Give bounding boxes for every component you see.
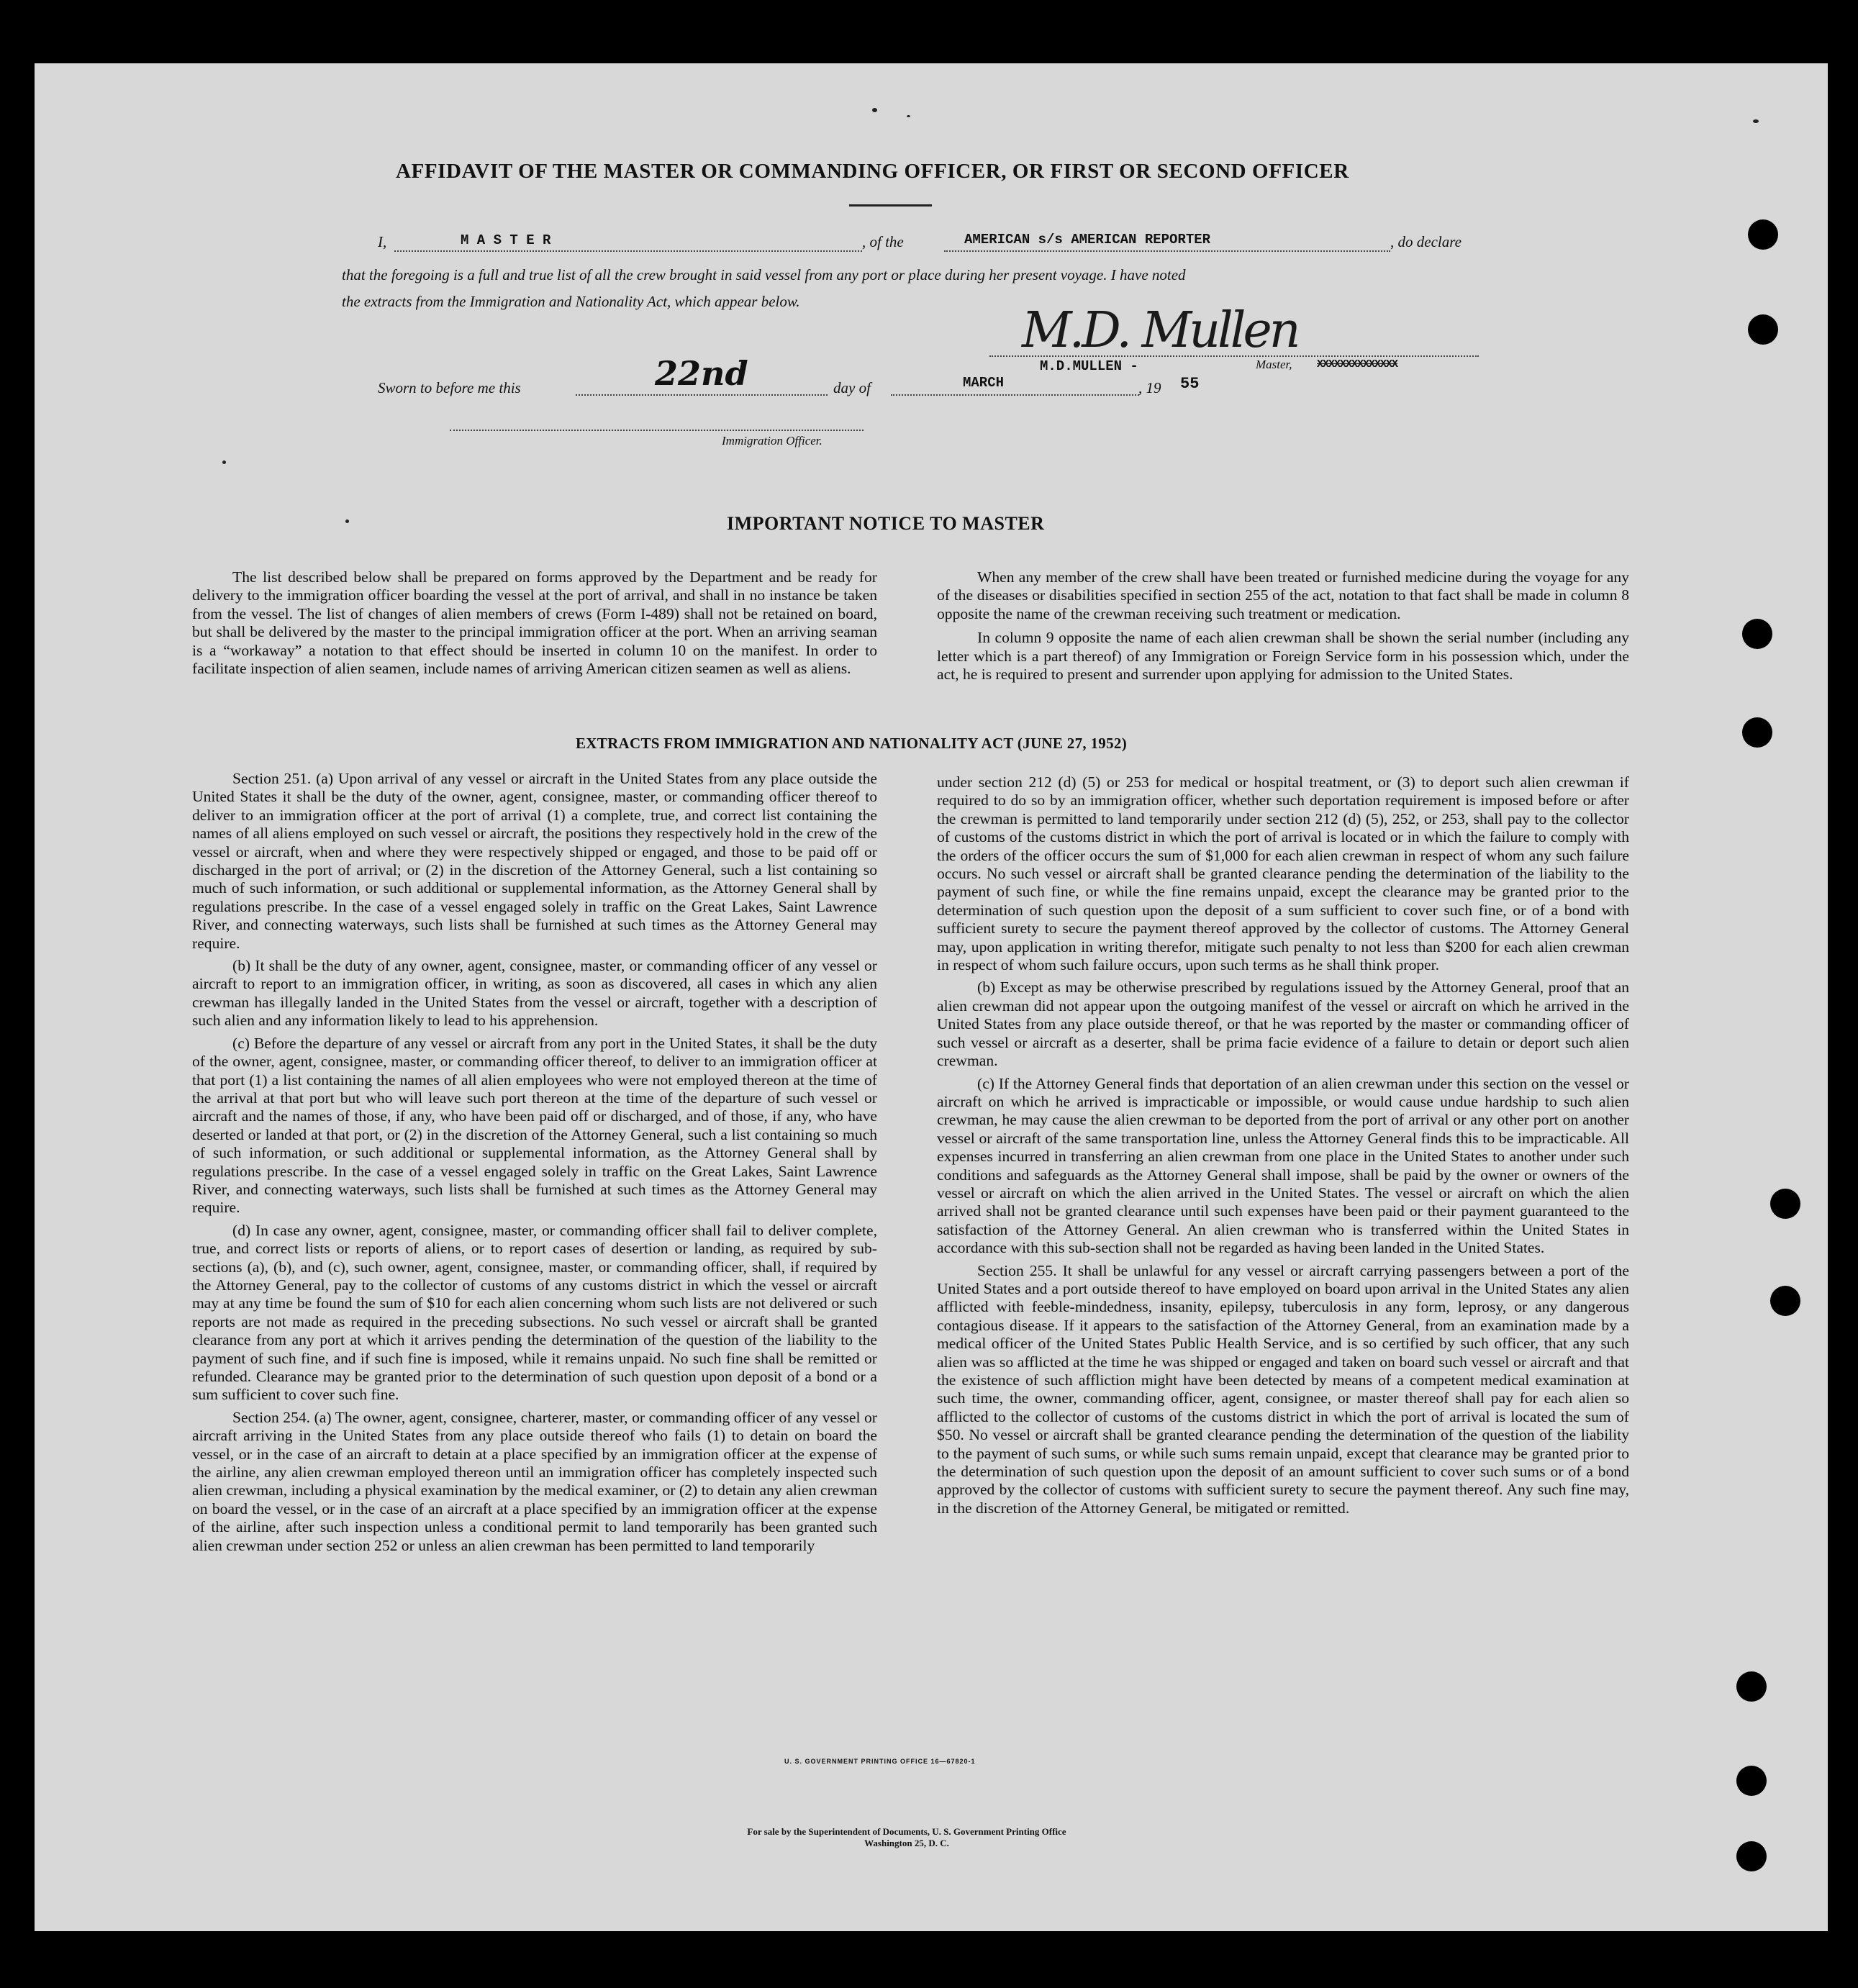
binder-hole: [1736, 1671, 1767, 1702]
signer-typed-name: M.D.MULLEN -: [1040, 358, 1138, 374]
extract-paragraph: under section 212 (d) (5) or 253 for medical or hospital treatment, or (3) to deport such alien crewman if required to do so by an immigration officer, whether such deportation requirement is imposed before or after the crewman is permitted to land temporarily under section 212 (d) (5), 252, or 253, shall pay to the collector of customs of the customs district in which the port of arrival is located or in which the failure to comply with the orders of the officer occurs the sum of $1,000 for each alien crewman in respect of whom any such failure occurs. No such vessel or aircraft shall be granted clearance pending the determination of the liability to the payment of such fine, or while the fine remains unpaid, except the clearance may be granted prior to the determination of such question upon the deposit of a sum sufficient to cover such fine, or of a bond with sufficient surety to secure the payment thereof approved by the collector of customs. The Attorney General may, upon application in writing therefor, mitigate such penalty to not less than $200 for each alien crewman in respect of whom such failure occurs, upon such terms as he shall think proper.: [937, 773, 1629, 974]
of-the-label: , of the: [862, 233, 904, 250]
day-field-line: [576, 394, 828, 396]
month-field-line: [891, 394, 1139, 396]
master-label: Master,: [1256, 358, 1292, 371]
year-prefix: , 19: [1138, 379, 1161, 396]
sale-line-1: For sale by the Superintendent of Documents, U. S. Government Printing Office: [747, 1826, 1066, 1837]
immigration-officer-label: Immigration Officer.: [722, 434, 822, 448]
extract-paragraph: (c) If the Attorney General finds that deportation of an alien crewman under this section on the vessel or aircraft on which he arrived is impracticable or impossible, or would cause undue hardship to such alien crewman, he may cause the alien crewman to be deported from the port of arrival or any other port on another vessel or aircraft of the same transportation line, unless the Attorney General finds this to be impracticable. All expenses incurred in transferring an alien crewman from one place in the United States to another under such conditions and safeguards as the Attorney General shall impose, shall be paid by the owner or owners of the vessel or aircraft on which the alien arrived in the United States. The vessel or aircraft on which the alien arrived shall not be granted clearance until such expenses have been paid or their payment guaranteed to the satisfaction of the Attorney General. An alien crewman who is transferred within the United States in accordance with this sub-section shall not be regarded as having been landed in the United States.: [937, 1074, 1629, 1257]
notice-paragraph: The list described below shall be prepared on forms approved by the Department and be ready for delivery to the immigration officer boarding the vessel at the port of arrival, and shall in no instance be taken from the vessel. The list of changes of alien members of crews (Form I-489) shall not be retained on board, but shall be delivered by the master to the principal immigration officer at the port. When an arriving seaman is a “workaway” a notation to that effect should be inserted in column 10 on the manifest. In order to facilitate inspection of alien seamen, include names of arriving American citizen seamen as well as aliens.: [192, 568, 877, 678]
day-value: 22nd: [655, 354, 748, 393]
speck: [222, 460, 226, 464]
binder-hole: [1736, 1766, 1767, 1796]
sale-line-2: Washington 25, D. C.: [864, 1838, 949, 1848]
do-declare-label: , do declare: [1390, 233, 1462, 250]
speck: [345, 519, 349, 523]
gpo-imprint: U. S. GOVERNMENT PRINTING OFFICE 16—67820-1: [784, 1758, 976, 1765]
affidavit-title: AFFIDAVIT OF THE MASTER OR COMMANDING OFFICER, OR FIRST OR SECOND OFFICER: [396, 160, 1349, 183]
speck: [1753, 119, 1759, 123]
vessel-field-line: [944, 250, 1390, 252]
extracts-left-column: [192, 770, 877, 1559]
extract-paragraph: (c) Before the departure of any vessel or aircraft from any port in the United States, it shall be the duty of the owner, agent, consignee, master, or commanding officer thereof, to deliver to an immigration officer at that port (1) a list containing the names of all alien employees who were not employed thereon at the time of the arrival at that port but who will leave such port thereon at the time of the departure of such vessel or aircraft and the names of those, if any, who have been paid off or discharged, and of those, if any, who have deserted or landed at that port, or (2) in the discretion of the Attorney General, such a list containing so much of such information, or such additional or supplemental information, as the Attorney General shall by regulations prescribe. In the case of a vessel engaged solely in traffic on the Great Lakes, Saint Lawrence River, and connecting waterways, such lists shall be furnished at such times as the Attorney General may require.: [192, 1034, 877, 1217]
declaration-line-1: that the foregoing is a full and true list of all the crew brought in said vessel from any port or place during her present voyage. I have noted: [342, 266, 1186, 283]
extract-paragraph: (b) It shall be the duty of any owner, agent, consignee, master, or commanding officer of any vessel or aircraft to report to an immigration officer, in writing, as soon as discovered, all cases in which any alien crewman has illegally landed in the United States from the vessel or aircraft, together with a description of such alien and any information likely to lead to his apprehension.: [192, 957, 877, 1030]
extract-paragraph: Section 255. It shall be unlawful for any vessel or aircraft carrying passengers between a port of the United States and a port outside thereof to have employed on board upon arrival in the United States any alien afflicted with feeble-mindedness, insanity, epilepsy, tuberculosis in any form, leprosy, or any dangerous contagious disease. If it appears to the satisfaction of the Attorney General, from an examination made by a medical officer of the United States Public Health Service, and is so certified by such officer, that any such alien was so afflicted at the time he was shipped or engaged and taken on board such vessel or aircraft and that the existence of such affliction might have been detected by means of a competent medical examination at such time, the owner, commanding officer, agent, consignee, or master thereof shall pay for each alien so afflicted to the collector of customs of the customs district in which the port of arrival is located the sum of $50. No vessel or aircraft shall be granted clearance pending the determination of the question of the liability to the payment of such sums, or while such sums remain unpaid, except that clearance may be granted prior to the determination of such question upon the deposit of an amount sufficient to cover such sums or of a bond approved by the collector of customs with sufficient surety to secure the payment thereof. Any such fine may, in the discretion of the Attorney General, be mitigated or remitted.: [937, 1261, 1629, 1517]
notice-right-column: [937, 568, 1629, 688]
binder-hole: [1770, 1189, 1800, 1219]
speck: [907, 115, 910, 117]
extract-paragraph: (b) Except as may be otherwise prescribed by regulations issued by the Attorney General, proof that an alien crewman did not appear upon the outgoing manifest of the vessel or aircraft on which he arrived in the United States from any place outside thereof, or that he was reported by the master or commanding officer of such vessel or aircraft as a deserter, shall be prima facie evidence of a failure to detain or deport such alien crewman.: [937, 979, 1629, 1070]
extracts-title: EXTRACTS FROM IMMIGRATION AND NATIONALITY ACT (JUNE 27, 1952): [576, 735, 1127, 752]
binder-hole: [1748, 314, 1778, 345]
rank-value: M A S T E R: [461, 232, 551, 248]
binder-hole: [1748, 219, 1778, 250]
title-divider: [849, 204, 932, 206]
extract-paragraph: (d) In case any owner, agent, consignee, master, or commanding officer shall fail to deliver complete, true, and correct lists or reports of aliens, or to report cases of desertion or landing, as required by sub-sections (a), (b), and (c), such owner, agent, consignee, master, or commanding officer, shall, if required by the Attorney General, pay to the collector of customs of any customs district in which the vessel or aircraft may at any time be found the sum of $10 for each alien concerning whom such lists are not delivered or such reports are not made as required in the preceding subsections. No such vessel or aircraft shall be granted clearance from any port at which it arrives pending the determination of the question of the liability to the payment of such fine, and if such fine is imposed, while it remains unpaid. No such fine shall be remitted or refunded. Clearance may be granted prior to the determination of such question upon deposit of a bond or a sum sufficient to cover such fine.: [192, 1221, 877, 1404]
year-value: 55: [1180, 375, 1200, 393]
extract-paragraph: Section 254. (a) The owner, agent, consignee, charterer, master, or commanding officer of any vessel or aircraft arriving in the United States from any place outside thereof who fails (1) to detain on board the vessel, or in the case of an aircraft to detain at a place specified by an immigration officer at the expense of the airline, any alien crewman employed thereon until an immigration officer has completely inspected such alien crewman, including a physical examination by the medical examiner, or (2) to detain any alien crewman on board the vessel, or in the case of an aircraft at a place specified by an immigration officer at the expense of the airline, after such inspection unless a conditional permit to land temporarily has been granted such alien crewman under section 252 or unless an alien crewman has been permitted to land temporarily: [192, 1408, 877, 1554]
binder-hole: [1770, 1286, 1800, 1316]
binder-hole: [1736, 1841, 1767, 1871]
day-of-label: day of: [833, 379, 871, 396]
extract-paragraph: Section 251. (a) Upon arrival of any vessel or aircraft in the United States from any place outside the United States it shall be the duty of the owner, agent, consignee, master, or commanding officer thereof to deliver to an immigration officer at the port of arrival (1) a complete, true, and correct list containing the names of all aliens employed on such vessel or aircraft, the positions they respectively hold in the crew of the vessel or aircraft, when and where they were respectively shipped or engaged, and those to be paid off or discharged in the port of arrival; or (2) in the discretion of the Attorney General, such a list containing so much of such information, or such additional or supplemental information, as the Attorney General shall by regulations prescribe. In the case of a vessel engaged solely in traffic on the Great Lakes, Saint Lawrence River, and connecting waterways, such lists shall be furnished at such times as the Attorney General may require.: [192, 770, 877, 952]
binder-hole: [1742, 717, 1772, 748]
immigration-officer-line: [450, 430, 864, 431]
declaration-line-2: the extracts from the Immigration and Nationality Act, which appear below.: [342, 293, 800, 310]
sale-notice: [504, 1826, 1310, 1849]
vessel-value: AMERICAN s/s AMERICAN REPORTER: [964, 232, 1211, 248]
master-signature: M.D. Mullen: [1022, 302, 1298, 359]
notice-title: IMPORTANT NOTICE TO MASTER: [727, 513, 1045, 534]
notice-paragraph: When any member of the crew shall have been treated or furnished medicine during the voyage for any of the diseases or disabilities specified in section 255 of the act, notation to that fact shall be made in column 8 opposite the name of the crewman receiving such treatment or medication.: [937, 568, 1629, 622]
struck-title: XXXXXXXXXXXXXX: [1317, 358, 1398, 371]
month-value: MARCH: [963, 375, 1005, 391]
extracts-right-column: [937, 773, 1629, 1522]
sworn-label: Sworn to before me this: [378, 379, 521, 396]
signature-line: [989, 355, 1479, 357]
notice-left-column: [192, 568, 877, 682]
binder-hole: [1742, 619, 1772, 649]
speck: [872, 108, 877, 112]
notice-paragraph: In column 9 opposite the name of each alien crewman shall be shown the serial number (including any letter which is a part thereof) of any Immigration or Foreign Service form in his possession which, under the act, he is required to present and surrender upon applying for admission to the United States.: [937, 629, 1629, 684]
rank-field-line: [394, 250, 862, 252]
i-label: I,: [378, 233, 387, 250]
